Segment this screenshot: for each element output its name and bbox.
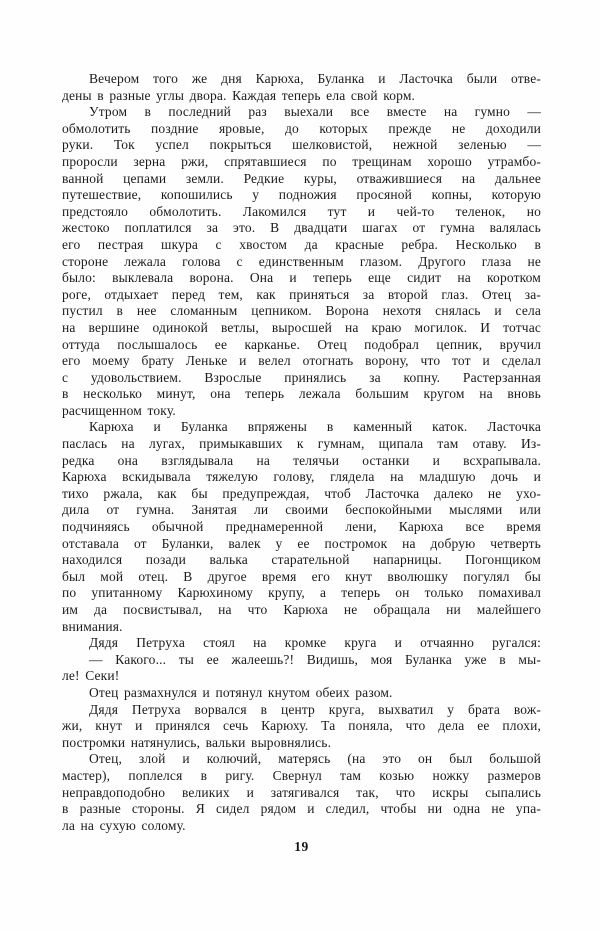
text-line: Отец размахнулся и потянул кнутом обеих разом. <box>89 684 393 700</box>
text-line: — Какого... ты ее жалеешь?! Видишь, моя Буланка уже в мы- <box>89 651 541 667</box>
text-line: им да посвистывал, на что Карюха не обращала ни малейшего <box>62 602 541 617</box>
text-line: Утром в последний раз выехали все вместе на гумно — <box>89 104 541 120</box>
text-line: расчищенном току. <box>62 402 176 418</box>
text-line: отставала от Буланки, валек у ее постромок на добрую четверть <box>62 535 541 551</box>
text-line: Дядя Петруха ворвался в центр круга, выхватил у брата вож- <box>89 701 541 717</box>
text-line: Дядя Петруха стоял на кромке круга и отчаянно ругался: <box>89 635 541 651</box>
text-line: Вечером того же дня Карюха, Буланка и Ласточка были отве- <box>89 71 541 86</box>
text-line: ле! Секи! <box>62 668 120 684</box>
text-line: редка она взглядывала на телячьи останки и всхрапывала. <box>62 452 541 468</box>
text-line: с удовольствием. Взрослые принялись за копну. Растерзанная <box>62 369 541 385</box>
text-line: находился позади валька старательной напарницы. Погонщиком <box>62 552 541 568</box>
text-line: проросли зерна ржи, спрятавшиеся по трещинам хорошо утрамбо- <box>62 153 541 169</box>
text-line: подчиняясь обычной преднамеренной лени, Карюха все время <box>62 519 541 535</box>
text-line: тихо ржала, как бы предупреждая, чтоб Ласточка далеко не ухо- <box>62 485 541 501</box>
text-line: дила от гумна. Занятая ли своими беспокойными мыслями или <box>62 502 541 518</box>
text-line: на вершине одинокой ветлы, выросшей на краю могилок. И тотчас <box>62 319 541 335</box>
page-number: 19 <box>294 839 309 854</box>
text-line: мастер), поплелся в ригу. Свернул там козью ножку размеров <box>62 767 541 783</box>
text-line: роге, отдыхает перед тем, как приняться за второй глаз. Отец за- <box>62 286 541 302</box>
text-line: его моему брату Леньке и велел отогнать ворону, что тот и сделал <box>62 353 541 369</box>
text-line: путешествие, копошились у подножия просяной копны, которую <box>62 187 541 203</box>
text-line: ванной цепами земли. Редкие куры, отважившиеся на дальнее <box>62 170 541 186</box>
text-line: ла на сухую солому. <box>62 817 186 833</box>
text-line: неправдоподобно великих и затягивался так, что искры сыпались <box>62 784 541 800</box>
text-line: внимания. <box>62 618 123 634</box>
text-line: оттуда послышалось ее карканье. Отец подобрал цепник, вручил <box>62 336 541 352</box>
text-line: постромки натянулись, вальки выровнялись. <box>62 734 332 750</box>
text-line: руки. Ток успел покрыться шелковистой, нежной зеленью — <box>62 137 541 153</box>
text-line: Отец, злой и колючий, матерясь (на это он был большой <box>89 751 541 767</box>
text-line: стороне лежала голова с единственным глазом. Другого глаза не <box>62 253 541 269</box>
text-line: жестоко поплатился за это. В двадцати шагах от гумна валялась <box>62 220 541 236</box>
text-line: его пестрая шкура с хвостом да красные ребра. Несколько в <box>62 236 541 252</box>
text-line: Карюха и Буланка впряжены в каменный каток. Ласточка <box>89 419 541 435</box>
text-line: было: выклевала ворона. Она и теперь еще сидит на коротком <box>62 270 541 286</box>
text-line: жи, кнут и принялся сечь Карюху. Та поняла, что дела ее плохи, <box>62 718 541 734</box>
text-line: по упитанному Карюхиному крупу, а теперь он только помахивал <box>62 585 541 601</box>
text-line: пустил в нее сломанным цепником. Ворона нехотя снялась и села <box>62 303 541 319</box>
text-line: паслась на лугах, примыкавших к гумнам, щипала там отаву. Из- <box>62 436 541 452</box>
text-line: в несколько минут, она теперь лежала большим кругом на вновь <box>62 386 541 402</box>
text-line: Карюха вскидывала тяжелую голову, глядела на младшую дочь и <box>62 469 541 485</box>
text-line: дены в разные углы двора. Каждая теперь ела свой корм. <box>62 87 416 103</box>
text-line: был мой отец. В другое время его кнут вволюшку погулял бы <box>62 568 541 584</box>
text-line: в разные стороны. Я сидел рядом и следил, чтобы ни одна не упа- <box>62 801 541 817</box>
book-page-text <box>62 71 541 834</box>
text-line: предстояло обмолотить. Лакомился тут и чей-то теленок, но <box>62 203 541 219</box>
text-line: обмолотить поздние яровые, до которых прежде не доходили <box>62 120 541 136</box>
